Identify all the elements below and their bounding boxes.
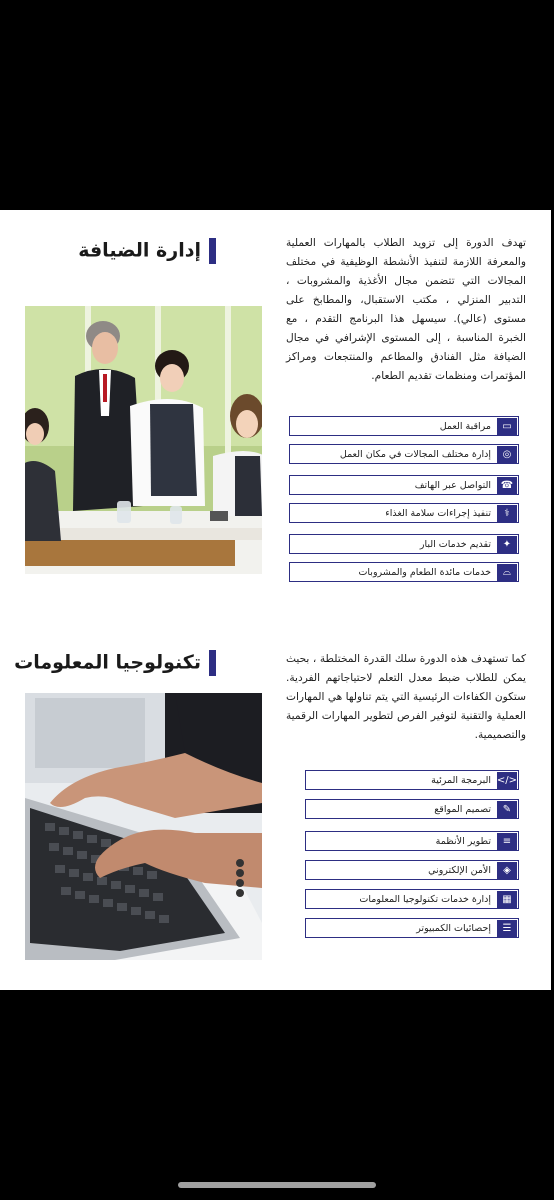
list-item-systems-development: ≡ تطوير الأنظمة: [305, 831, 519, 851]
it-service-icon: ▦: [497, 891, 517, 908]
web-design-icon: ✎: [497, 801, 517, 818]
it-description: كما تستهدف هذه الدورة سلك القدرة المختلطة ، بحيث يمكن للطلاب ضبط معدل التعلم لاحتياجاتهم الفردية. ستكون الكفاءات الرئيسية التي يتم تناولها هي المهارات العملية والتقنية لتوفير الفرص لتطوير المهارات الرقمية والتصميمية.: [286, 653, 526, 741]
server-icon: ≡: [497, 833, 517, 850]
phone-icon: ☎: [497, 477, 517, 494]
it-photo: [25, 693, 262, 960]
globe-icon: ◎: [497, 446, 517, 463]
hospitality-photo: [25, 306, 262, 574]
list-item-phone-communication: ☎ التواصل عبر الهاتف: [289, 475, 519, 495]
section-title-text: تكنولوجيا المعلومات: [14, 651, 201, 674]
list-item-web-design: ✎ تصميم المواقع: [305, 799, 519, 819]
title-accent-bar: [209, 650, 216, 676]
section-title-it: [14, 650, 216, 676]
list-item-cyber-security: ◈ الأمن الإلكتروني: [305, 860, 519, 880]
list-item-work-monitoring: ▭ مراقبة العمل: [289, 416, 519, 436]
list-item-visual-programming: </> البرمجة المرئية: [305, 770, 519, 790]
list-item-computer-statistics: ☰ إحصائيات الكمبيوتر: [305, 918, 519, 938]
title-accent-bar: [209, 238, 216, 264]
home-indicator[interactable]: [178, 1182, 376, 1188]
list-item-workplace-management: ◎ إدارة مختلف المجالات في مكان العمل: [289, 444, 519, 464]
stats-icon: ☰: [497, 920, 517, 937]
code-icon: </>: [497, 772, 517, 789]
hospitality-description: تهدف الدورة إلى تزويد الطلاب بالمهارات العملية والمعرفة اللازمة لتنفيذ الأنشطة الوظيفية في مختلف المجالات التي تتضمن مجال الأغذية والمشروبات ، التدبير المنزلي ، مكتب الاستقبال، والمطابخ على مستوى (عالي). سيسهل هذا البرنامج التقدم ، مع الخبرة المناسبة ، إلى المستوى الإشرافي في مجال الضيافة مثل الفنادق والمطاعم والمنتجعات ومراكز المؤتمرات ومنظمات تقديم الطعام.: [286, 237, 526, 382]
section-title-text: إدارة الضيافة: [78, 239, 201, 262]
monitor-icon: ▭: [497, 418, 517, 435]
list-item-food-safety: ⚕ تنفيذ إجراءات سلامة الغذاء: [289, 503, 519, 523]
list-item-table-services: ⌓ خدمات مائدة الطعام والمشروبات: [289, 562, 519, 582]
bar-service-icon: ✦: [497, 536, 517, 553]
list-item-it-service-management: ▦ إدارة خدمات تكنولوجيا المعلومات: [305, 889, 519, 909]
section-title-hospitality: [78, 238, 216, 264]
shield-icon: ◈: [497, 862, 517, 879]
brochure-page: [0, 210, 551, 990]
cloche-icon: ⌓: [497, 564, 517, 581]
food-safety-icon: ⚕: [497, 505, 517, 522]
list-item-bar-services: ✦ تقديم خدمات البار: [289, 534, 519, 554]
